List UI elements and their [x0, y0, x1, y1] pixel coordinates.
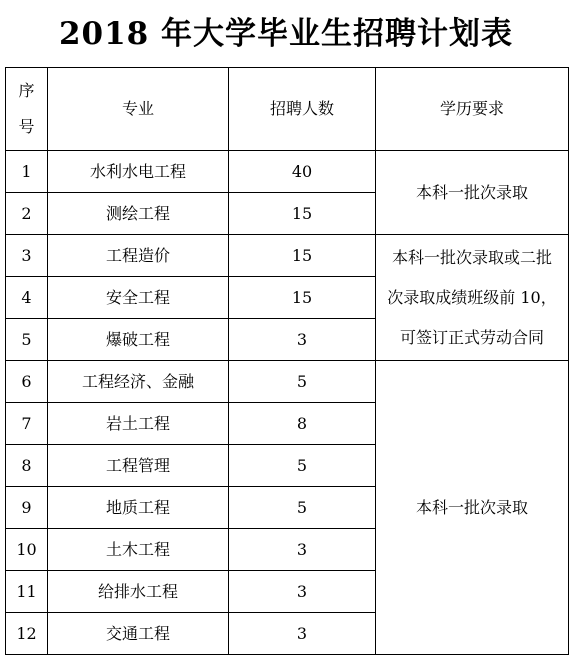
row-seq: 5	[6, 319, 48, 361]
education-group-2-line3: 可签订正式劳动合同	[399, 327, 544, 347]
header-seq-line2: 号	[18, 117, 35, 136]
row-count: 15	[229, 193, 376, 235]
row-count: 40	[229, 151, 376, 193]
row-count: 3	[229, 529, 376, 571]
table-row	[6, 235, 569, 277]
row-seq: 1	[6, 151, 48, 193]
page-title: 2018 年大学毕业生招聘计划表	[58, 16, 514, 52]
row-seq: 10	[6, 529, 48, 571]
row-major: 工程管理	[48, 445, 229, 487]
education-group-1: 本科一批次录取	[376, 151, 569, 235]
row-seq: 11	[6, 571, 48, 613]
row-seq: 3	[6, 235, 48, 277]
row-major: 工程经济、金融	[48, 361, 229, 403]
education-group-2-line1: 本科一批次录取或二批	[391, 247, 552, 267]
row-major: 水利水电工程	[48, 151, 229, 193]
table-row	[6, 151, 569, 193]
education-group-3: 本科一批次录取	[376, 361, 569, 655]
row-major: 给排水工程	[48, 571, 229, 613]
table-row	[6, 361, 569, 403]
row-major: 土木工程	[48, 529, 229, 571]
row-seq: 9	[6, 487, 48, 529]
row-count: 15	[229, 235, 376, 277]
header-seq	[6, 68, 48, 151]
row-major: 交通工程	[48, 613, 229, 655]
row-seq: 8	[6, 445, 48, 487]
header-row	[6, 68, 569, 151]
row-seq: 7	[6, 403, 48, 445]
education-group-2-line2: 次录取成绩班级前 10，	[387, 287, 557, 307]
row-major: 工程造价	[48, 235, 229, 277]
row-count: 5	[229, 361, 376, 403]
row-seq: 2	[6, 193, 48, 235]
row-count: 5	[229, 445, 376, 487]
row-major: 测绘工程	[48, 193, 229, 235]
row-count: 8	[229, 403, 376, 445]
row-seq: 12	[6, 613, 48, 655]
education-group-2	[376, 235, 569, 361]
recruitment-table	[5, 67, 569, 655]
header-seq-line1: 序	[18, 81, 35, 100]
row-seq: 4	[6, 277, 48, 319]
row-count: 5	[229, 487, 376, 529]
header-major: 专业	[48, 68, 229, 151]
row-count: 3	[229, 571, 376, 613]
row-count: 15	[229, 277, 376, 319]
row-seq: 6	[6, 361, 48, 403]
row-count: 3	[229, 613, 376, 655]
row-major: 安全工程	[48, 277, 229, 319]
row-major: 岩土工程	[48, 403, 229, 445]
header-education: 学历要求	[376, 68, 569, 151]
row-major: 地质工程	[48, 487, 229, 529]
row-count: 3	[229, 319, 376, 361]
header-count: 招聘人数	[229, 68, 376, 151]
row-major: 爆破工程	[48, 319, 229, 361]
